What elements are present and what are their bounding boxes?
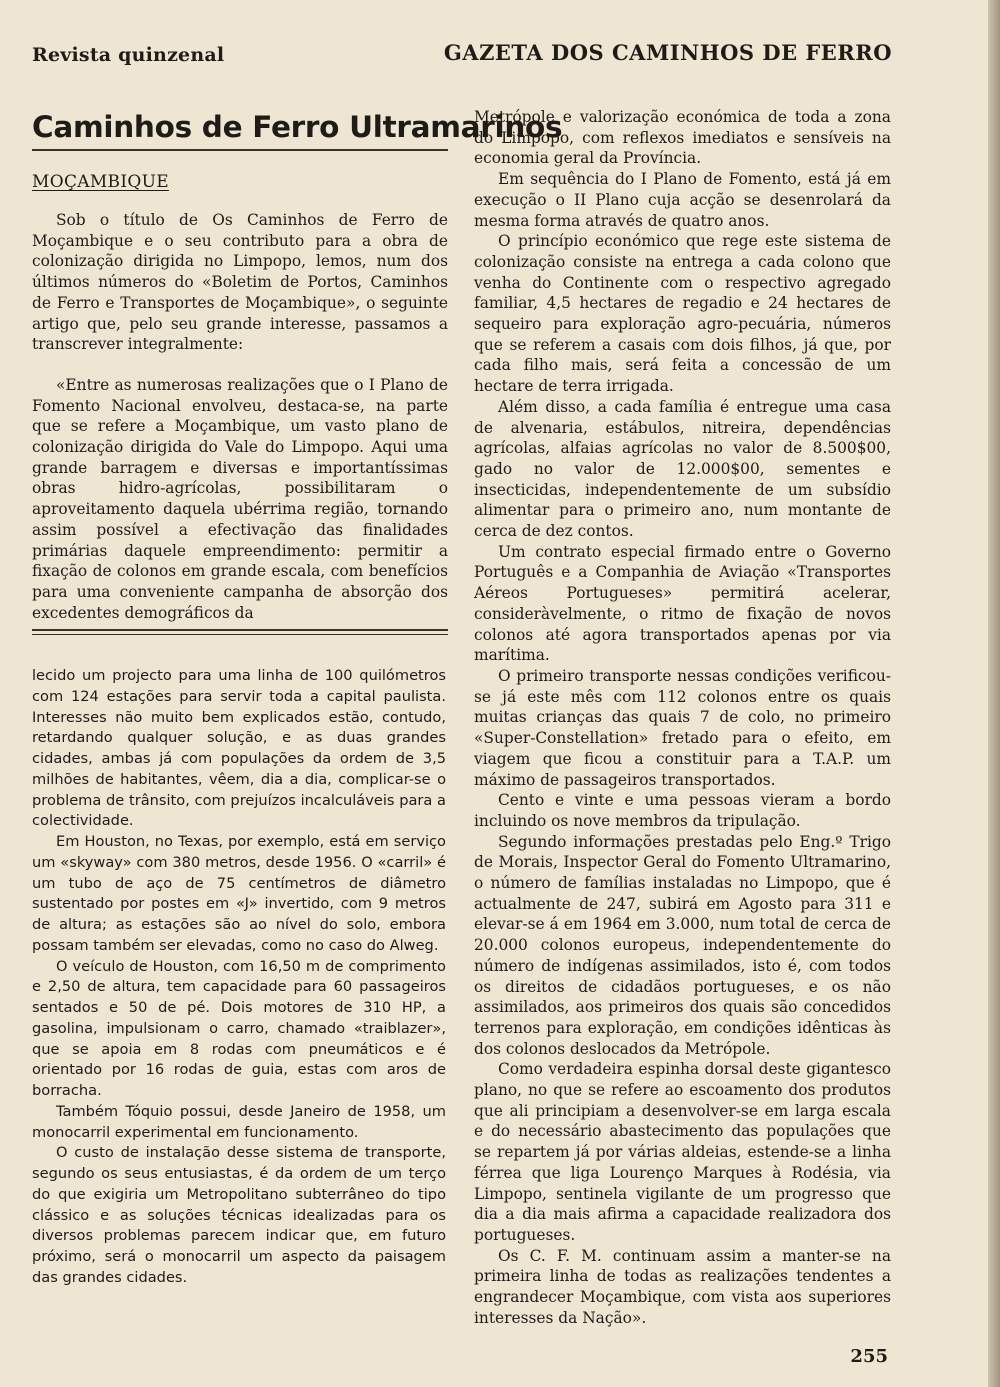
paragraph: Além disso, a cada família é entregue uma casa de alvenaria, estábulos, nitreira, dependências agrícolas, alfaias agrícolas no valor de 8.500$00, gado no valor de 12.000$00, sementes e insecticidas, independentemente de um subsídio alimentar para o primeiro ano, num montante de cerca de dez contos.: [474, 397, 891, 541]
column-left-bottom: [32, 666, 446, 1289]
page-number: 255: [850, 1346, 888, 1367]
paragraph: O princípio económico que rege este sistema de colonização consiste na entrega a cada colono que venha do Continente com o respectivo agregado familiar, 4,5 hectares de regadio e 24 hectares de sequeiro para exploração agro-pecuária, números que se referem a casais com dois filhos, já que, por cada filho mais, será feita a concessão de um hectare de terra irrigada.: [474, 232, 891, 396]
article-title: Caminhos de Ferro Ultramarinos: [32, 110, 563, 144]
paragraph: O veículo de Houston, com 16,50 m de comprimento e 2,50 de altura, tem capacidade para 60 passageiros sentados e 50 de pé. Dois motores de 310 HP, a gasolina, impulsionam o carro, chamado «traiblazer», que se apoia em 8 rodas com pneumáticos e é orientado por 16 rodas de guia, estas com aros de borracha.: [32, 957, 446, 1099]
column-separator-double-bottom: [32, 634, 448, 635]
paragraph: Como verdadeira espinha dorsal deste gigantesco plano, no que se refere ao escoamento dos produtos que ali principiam a desenvolver-se em larga escala e do necessário abastecimento das populações que se repartem já por várias aldeias, estende-se a linha férrea que liga Lourenço Marques à Rodésia, via Limpopo, sentinela vigilante de um progresso que dia a dia mais afirma a capacidade realizadora dos portugueses.: [474, 1060, 891, 1244]
paragraph: O custo de instalação desse sistema de transporte, segundo os seus entusiastas, é da ordem de um terço do que exigiria um Metropolitano subterrâneo do tipo clássico e as soluções técnicas idealizadas para os diversos problemas parecem indicar que, em futuro próximo, será o monocarril um aspecto da paisagem das grandes cidades.: [32, 1144, 446, 1286]
paragraph: Em Houston, no Texas, por exemplo, está em serviço um «skyway» com 380 metros, desde 1956. O «carril» é um tubo de aço de 75 centímetros de diâmetro sustentado por postes em «J» invertido, com 9 metros de altura; as estações são ao nível do solo, embora possam também ser elevadas, como no caso do Alweg.: [32, 833, 446, 954]
title-rule: [32, 149, 448, 151]
paragraph: Segundo informações prestadas pelo Eng.º Trigo de Morais, Inspector Geral do Fomento Ultramarino, o número de famílias instaladas no Limpopo, que é actualmente de 247, subirá em Agosto para 311 e elevar-se á em 1964 em 3.000, num total de cerca de 20.000 colonos europeus, independentemente do número de indígenas assimilados, isto é, com todos os direitos de cidadãos portugueses, e os não assimilados, aos primeiros dos quais são concedidos terrenos para exploração, em condições idênticas às dos colonos deslocados da Metrópole.: [474, 832, 891, 1058]
running-header-right: GAZETA DOS CAMINHOS DE FERRO: [443, 40, 892, 65]
column-right: [474, 107, 891, 1328]
quote-paragraph: «Entre as numerosas realizações que o I Plano de Fomento Nacional envolveu, destaca-se, na parte que se refere a Moçambique, um vasto plano de colonização dirigida do Vale do Limpopo. Aqui uma grande barragem e diversas e importantíssimas obras hidro-agrícolas, possibilitaram o aproveitamento daquela ubérrima região, tornando assim possível a efectivação das finalidades primárias daquele empreendimento: permitir a fixação de colonos em grande escala, com benefícios para uma conveniente campanha de absorção dos excedentes demográficos da: [32, 375, 448, 622]
paragraph: Os C. F. M. continuam assim a manter-se na primeira linha de todas as realizações tendentes a engrandecer Moçambique, com vista aos superiores interesses da Nação».: [474, 1246, 891, 1327]
intro-paragraph: Sob o título de Os Caminhos de Ferro de Moçambique e o seu contributo para a obra de colonização dirigida no Limpopo, lemos, num dos últimos números do «Boletim de Portos, Caminhos de Ferro e Transportes de Moçambique», o seguinte artigo que, pelo seu grande interesse, passamos a transcrever integralmente:: [32, 211, 448, 354]
page-edge-shadow: [988, 0, 1000, 1387]
paragraph: Em sequência do I Plano de Fomento, está já em execução o II Plano cuja acção se desenrolará da mesma forma através de quatro anos.: [474, 170, 891, 230]
running-header-left: Revista quinzenal: [32, 44, 225, 66]
paragraph: lecido um projecto para uma linha de 100 quilómetros com 124 estações para servir toda a capital paulista. Interesses não muito bem explicados estão, contudo, retardando qualquer solução, e as duas grandes cidades, ambas já com populações da ordem de 3,5 milhões de habitantes, vêem, dia a dia, complicar-se o problema de trânsito, com prejuízos incalculáveis para a colectividade.: [32, 667, 446, 830]
paragraph: Também Tóquio possui, desde Janeiro de 1958, um monocarril experimental em funcionamento.: [32, 1102, 446, 1141]
column-separator-double-top: [32, 629, 448, 631]
column-left-top: [32, 210, 448, 623]
paragraph: Metrópole e valorização económica de toda a zona do Limpopo, com reflexos imediatos e sensíveis na economia geral da Província.: [474, 108, 891, 168]
paragraph: Cento e vinte e uma pessoas vieram a bordo incluindo os nove membros da tripulação.: [474, 791, 891, 830]
paragraph: Um contrato especial firmado entre o Governo Português e a Companhia de Aviação «Transportes Aéreos Portugueses» permitirá acelerar, consideràvelmente, o ritmo de fixação de novos colonos até agora transportados apenas por via marítima.: [474, 542, 891, 665]
paragraph: O primeiro transporte nessas condições verificou-se já este mês com 112 colonos entre os quais muitas crianças das quais 7 de colo, no primeiro «Super-Constellation» fretado para o efeito, em viagem que ficou a constituir para a T.A.P. um máximo de passageiros transportados.: [474, 666, 891, 789]
section-heading: MOÇAMBIQUE: [32, 172, 169, 192]
